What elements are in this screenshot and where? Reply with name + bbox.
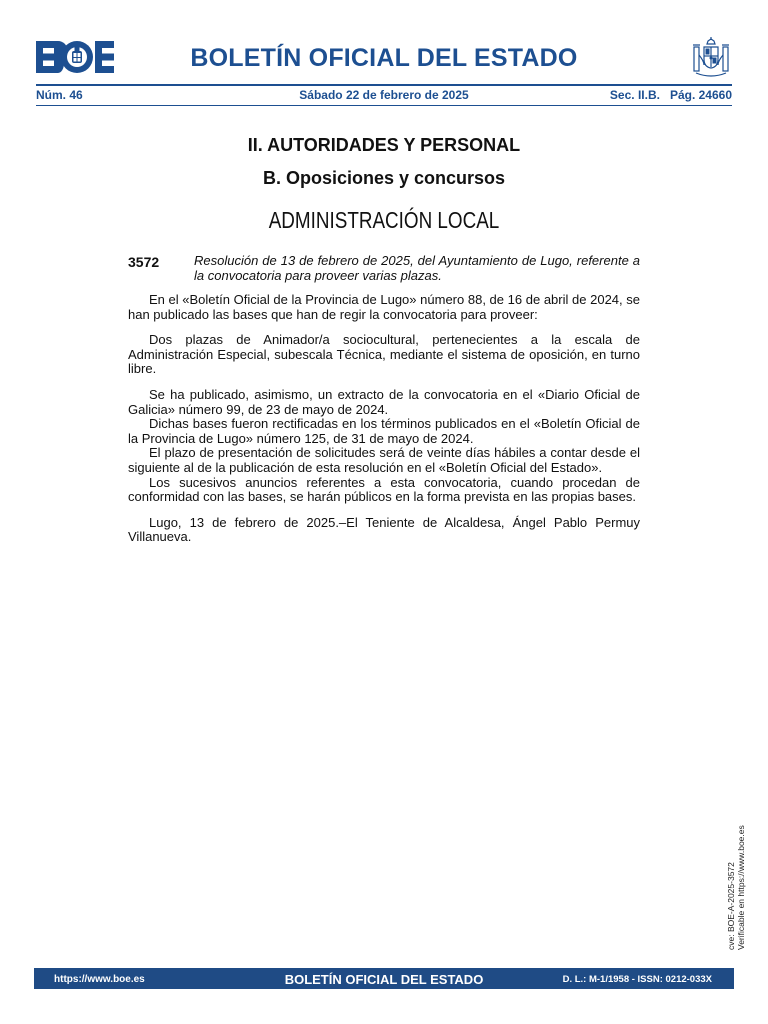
administration-heading: ADMINISTRACIÓN LOCAL bbox=[268, 207, 500, 233]
meta-rule bbox=[36, 105, 732, 106]
body-paragraph: El plazo de presentación de solicitudes será de veinte días hábiles a contar desde el siguiente al de la publicación de esta resolución en el «Boletín Oficial del Estado». bbox=[128, 445, 640, 475]
footer-legal: D. L.: M-1/1958 - ISSN: 0212-033X bbox=[562, 974, 712, 985]
cve-code: cve: BOE-A-2025-3572 bbox=[726, 862, 736, 950]
footer-bar bbox=[34, 968, 734, 989]
spanish-coat-of-arms-icon bbox=[690, 37, 732, 79]
boe-logo bbox=[36, 41, 114, 73]
body-paragraph: Dos plazas de Animador/a sociocultural, pertenecientes a la escala de Administración Especial, subescala Técnica, mediante el sistema de oposición, en turno libre. bbox=[128, 332, 640, 377]
footer-url[interactable]: https://www.boe.es bbox=[54, 974, 145, 985]
issue-date: Sábado 22 de febrero de 2025 bbox=[299, 88, 469, 102]
entry-number: 3572 bbox=[128, 254, 160, 270]
issue-number: Núm. 46 bbox=[36, 88, 83, 102]
subsection-heading: B. Oposiciones y concursos bbox=[262, 168, 506, 188]
bulletin-title: BOLETÍN OFICIAL DEL ESTADO bbox=[190, 44, 578, 72]
verification-link[interactable]: Verificable en https://www.boe.es bbox=[736, 825, 746, 950]
signature-paragraph: Lugo, 13 de febrero de 2025.–El Teniente de Alcaldesa, Ángel Pablo Permuy Villanueva. bbox=[128, 514, 640, 545]
body-paragraph: Dichas bases fueron rectificadas en los términos publicados en el «Boletín Oficial de la Provincia de Lugo» número 125, de 31 de mayo de 2024. bbox=[128, 416, 640, 446]
section-heading: II. AUTORIDADES Y PERSONAL bbox=[247, 135, 521, 155]
header-rule bbox=[36, 84, 732, 86]
section-page: Sec. II.B. Pág. 24660 bbox=[609, 88, 732, 102]
verification-note bbox=[726, 820, 756, 950]
body-paragraph: Los sucesivos anuncios referentes a esta convocatoria, cuando procedan de conformidad con las bases, se harán públicos en la forma prevista en las propias bases. bbox=[128, 474, 640, 505]
document-body bbox=[128, 293, 640, 545]
body-paragraph: En el «Boletín Oficial de la Provincia de Lugo» número 88, de 16 de abril de 2024, se han publicado las bases que han de regir la convocatoria para proveer: bbox=[128, 292, 640, 322]
entry-title: Resolución de 13 de febrero de 2025, del Ayuntamiento de Lugo, referente a la convocatoria para proveer varias plazas. bbox=[194, 253, 640, 283]
body-paragraph: Se ha publicado, asimismo, un extracto de la convocatoria en el «Diario Oficial de Galicia» número 99, de 23 de mayo de 2024. bbox=[128, 386, 640, 417]
footer-title: BOLETÍN OFICIAL DEL ESTADO bbox=[284, 972, 484, 987]
